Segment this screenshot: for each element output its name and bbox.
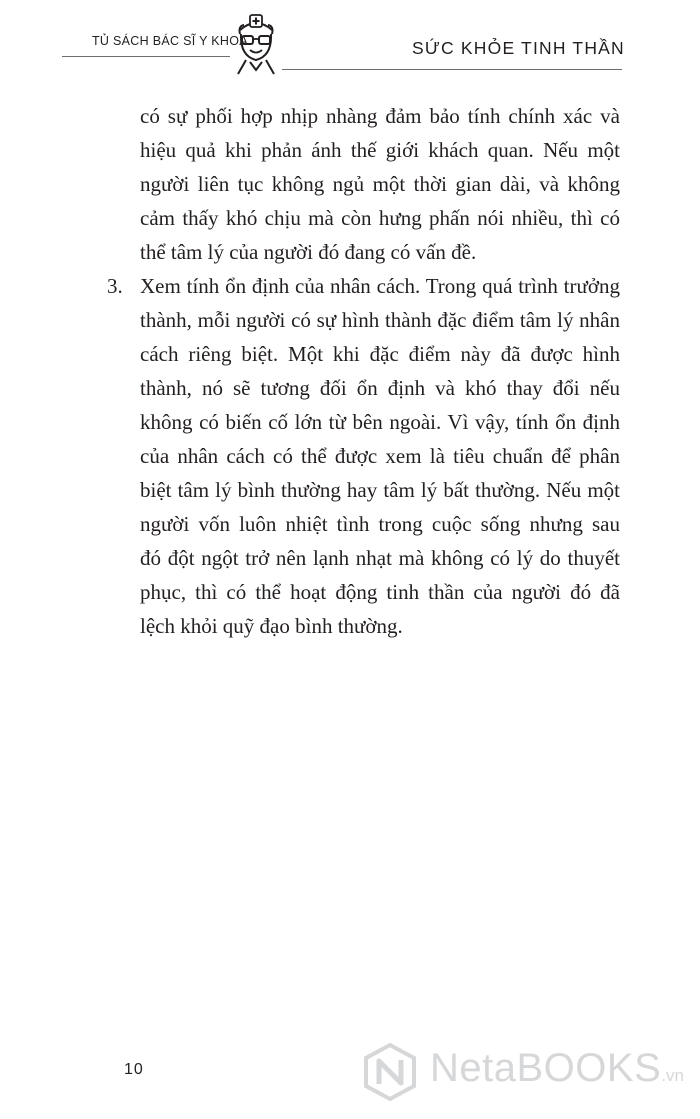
book-title: SỨC KHỎE TINH THẦN [412,38,625,58]
text-line: lệch khỏi quỹ đạo bình thường. [140,614,403,638]
text-line: người vốn luôn nhiệt tình trong cuộc sống nhưng sau [140,512,620,536]
text-line: người liên tục không ngủ một thời gian dài, và không [140,172,620,196]
series-title: TỦ SÁCH BÁC SĨ Y KHOA [92,34,248,48]
text-line: hiệu quả khi phản ánh thế giới khách quan. Nếu một [140,138,620,162]
running-header [0,0,700,90]
text-line: thành, nó sẽ tương đối ổn định và khó thay đổi nếu [140,376,620,400]
doctor-cartoon-icon [228,12,284,76]
text-line: có sự phối hợp nhịp nhàng đảm bảo tính chính xác và [140,104,620,128]
text-line: của nhân cách có thể được xem là tiêu chuẩn để phân [140,444,620,468]
text-line: phục, thì có thể hoạt động tinh thần của người đó đã [140,580,620,604]
text-line: cảm thấy khó chịu mà còn hưng phấn nói nhiều, thì có [140,206,620,230]
watermark [362,1042,692,1102]
watermark-brand-name: NetaBOOKS [430,1046,662,1090]
header-rule-left [62,56,230,57]
watermark-brand [430,1046,684,1091]
netabooks-logo-icon [362,1042,418,1102]
header-rule-right [282,69,622,70]
text-line: biệt tâm lý bình thường hay tâm lý bất thường. Nếu một [140,478,620,502]
text-line: cách riêng biệt. Một khi đặc điểm này đã được hình [140,342,620,366]
text-line: không có biến cố lớn từ bên ngoài. Vì vậy, tính ổn định [140,410,620,434]
page-number: 10 [124,1061,144,1078]
text-line: thành, mỗi người có sự hình thành đặc điểm tâm lý nhân [140,308,620,332]
watermark-suffix: .vn [661,1066,684,1085]
text-line: Xem tính ổn định của nhân cách. Trong quá trình trưởng [140,274,620,298]
text-line: đó đột ngột trở nên lạnh nhạt mà không có lý do thuyết [140,546,620,570]
text-line: thể tâm lý của người đó đang có vấn đề. [140,240,477,264]
list-item-number: 3. [107,274,123,298]
